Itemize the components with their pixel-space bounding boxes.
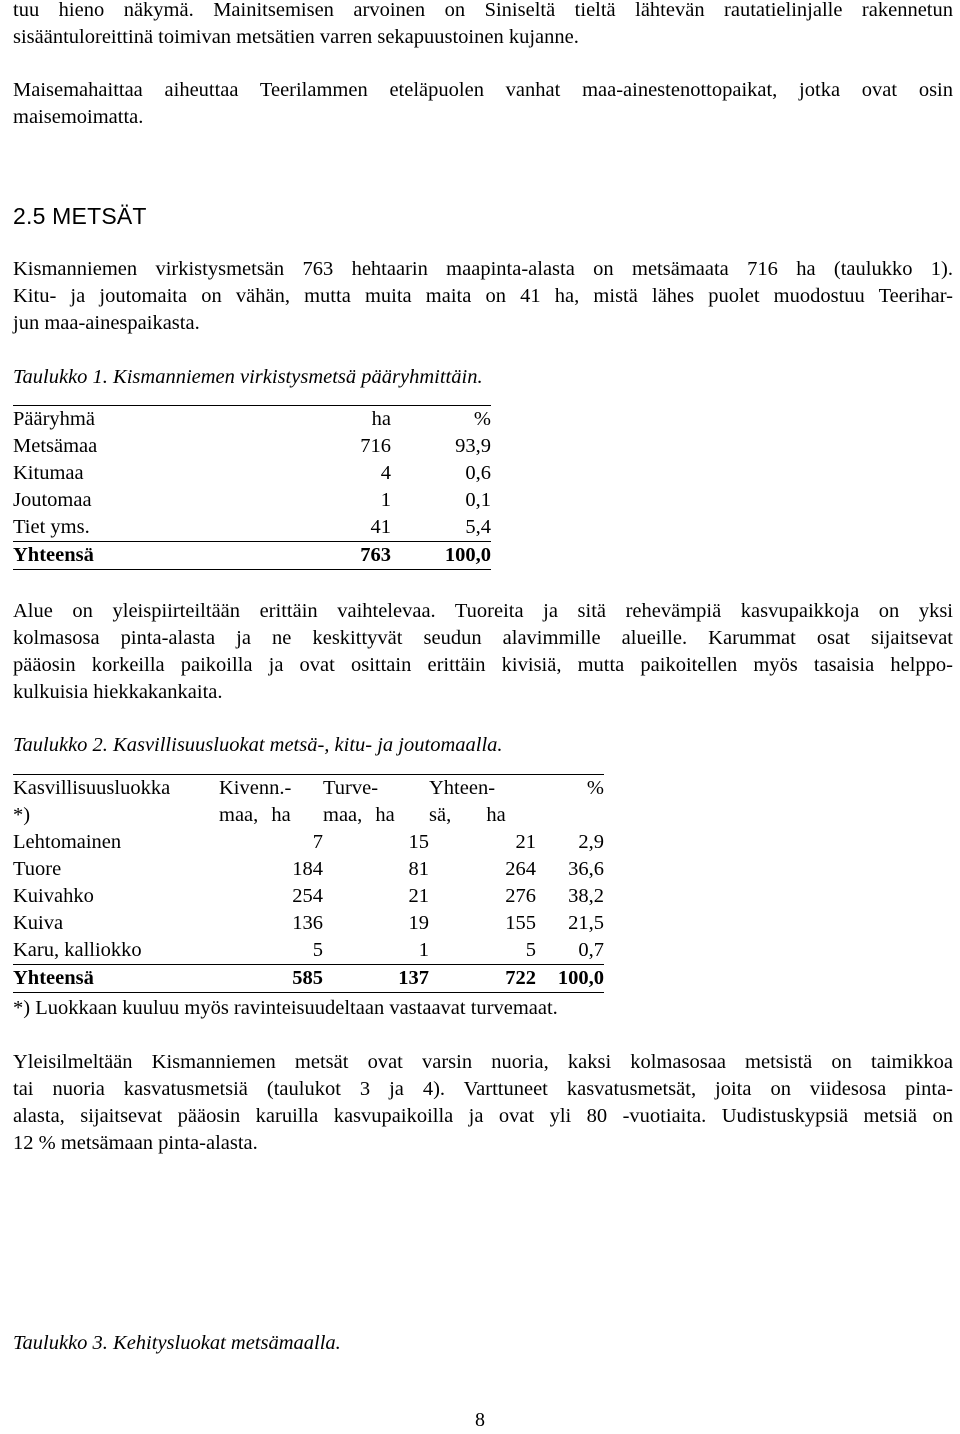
table-header-cell: Turve- — [323, 775, 429, 803]
intro-paragraph — [13, 0, 953, 51]
text-line: sisääntuloreittinä toimivan metsätien varren sekapuustoinen kujanne. — [13, 26, 579, 48]
table-header-cell: % — [536, 775, 604, 803]
text-line: kolmasosa pinta-alasta ja ne keskittyvät seudun alavimmille alueille. Karummat osat sijaitsevat — [13, 627, 953, 649]
table-header-cell: sä, ha — [429, 804, 506, 826]
text-line: Maisemahaittaa aiheuttaa Teerilammen eteläpuolen vanhat maa-ainestenottopaikat, jotka ovat osin — [13, 79, 953, 101]
table-header-cell: Yhteen- — [429, 775, 536, 803]
text-line: 12 % metsämaan pinta-alasta. — [13, 1132, 258, 1154]
table-cell: Yhteensä — [13, 542, 273, 570]
table-header-cell — [536, 802, 604, 829]
table-header-row — [13, 775, 604, 803]
table-cell: 5 — [312, 939, 323, 961]
table-total-row — [13, 965, 604, 993]
text-line: Kismanniemen virkistysmetsän 763 hehtaarin maapinta-alasta on metsämaata 716 ha (taulukko 1). — [13, 258, 953, 280]
table-cell: 155 — [505, 912, 536, 934]
table-cell: Kitumaa — [13, 462, 84, 484]
table2-footnote: *) Luokkaan kuuluu myös ravinteisuudeltaan vastaavat turvemaat. — [13, 997, 558, 1019]
text-line: pääosin korkeilla paikoilla ja ovat osittain erittäin kivisiä, mutta paikoitellen myös tasaisia helppo- — [13, 654, 953, 676]
table-row — [13, 883, 604, 910]
table-cell: 276 — [505, 885, 536, 907]
table-cell: Lehtomainen — [13, 831, 122, 853]
table-cell: 21 — [408, 885, 429, 907]
table-cell: 264 — [505, 858, 536, 880]
paragraph-terrain — [13, 598, 953, 706]
paragraph-forest-area — [13, 256, 953, 337]
table-row — [13, 829, 604, 856]
table-cell: Metsämaa — [13, 435, 98, 457]
text-line: alasta, sijaitsevat pääosin karuilla kasvupaikoilla ja ovat yli 80 -vuotiaita. Uudistuskypsiä metsiä on — [13, 1105, 953, 1127]
table-cell: Tiet yms. — [13, 516, 90, 538]
text-line: Yleisilmeltään Kismanniemen metsät ovat varsin nuoria, kaksi kolmasosaa metsistä on taimikkoa — [13, 1051, 953, 1073]
table-cell: 0,6 — [465, 462, 491, 484]
table-header-cell: maa, ha — [219, 804, 291, 826]
table-cell: 21,5 — [568, 912, 604, 934]
table-total-row — [13, 542, 491, 570]
section-heading: 2.5 METSÄT — [13, 203, 147, 229]
table-cell: Joutomaa — [13, 489, 92, 511]
table-cell: 38,2 — [568, 885, 604, 907]
table-row — [13, 856, 604, 883]
text-line: Kitu- ja joutomaita on vähän, mutta muita maita on 41 ha, mistä lähes puolet muodostuu Teerihar- — [13, 285, 953, 307]
table-cell: Kuivahko — [13, 885, 94, 907]
table-cell: 41 — [370, 516, 391, 538]
table-cell: Karu, kalliokko — [13, 939, 142, 961]
table-cell: 7 — [312, 831, 323, 853]
text-line: tuu hieno näkymä. Mainitsemisen arvoinen on Siniseltä tieltä lähtevän rautatielinjalle rakennetun — [13, 0, 953, 21]
table-row — [13, 514, 491, 542]
table-row — [13, 910, 604, 937]
table-row — [13, 433, 491, 460]
table-cell: 5,4 — [465, 516, 491, 538]
table1 — [13, 405, 491, 570]
text-line: maisemoimatta. — [13, 106, 144, 128]
table-header-cell: % — [391, 406, 491, 434]
text-line: kulkuisia hiekkakankaita. — [13, 681, 223, 703]
table-cell: 5 — [525, 939, 536, 961]
table-header-cell: Kasvillisuusluokka — [13, 775, 219, 803]
table2 — [13, 774, 604, 993]
table-cell: 19 — [408, 912, 429, 934]
table-cell: 100,0 — [391, 542, 491, 570]
table-cell: 184 — [292, 858, 323, 880]
text-line: jun maa-ainespaikasta. — [13, 312, 200, 334]
table3-caption: Taulukko 3. Kehitysluokat metsämaalla. — [13, 1332, 341, 1354]
page-number: 8 — [475, 1409, 485, 1431]
table-cell: Tuore — [13, 858, 62, 880]
table1-caption: Taulukko 1. Kismanniemen virkistysmetsä pääryhmittäin. — [13, 366, 483, 388]
table-cell: 1 — [380, 489, 391, 511]
table-cell: 100,0 — [536, 965, 604, 993]
table-cell: 2,9 — [578, 831, 604, 853]
table-header-row — [13, 802, 604, 829]
table-header-cell: maa, ha — [323, 804, 395, 826]
table-cell: 0,7 — [578, 939, 604, 961]
table-header-cell: Pääryhmä — [13, 406, 273, 434]
text-line: tai nuoria kasvatusmetsiä (taulukot 3 ja 4). Varttuneet kasvatusmetsät, joita on viidesosa pinta- — [13, 1078, 953, 1100]
table-row — [13, 487, 491, 514]
table-row — [13, 460, 491, 487]
table-cell: 722 — [429, 965, 536, 993]
table-cell: 36,6 — [568, 858, 604, 880]
paragraph-forest-age — [13, 1049, 953, 1157]
table-cell: 254 — [292, 885, 323, 907]
table-cell: 136 — [292, 912, 323, 934]
table-cell: 1 — [418, 939, 429, 961]
table-cell: 4 — [380, 462, 391, 484]
table-header-row — [13, 406, 491, 434]
table-header-cell: Kivenn.- — [219, 775, 323, 803]
table-cell: 21 — [515, 831, 536, 853]
table-cell: 585 — [219, 965, 323, 993]
table-cell: 0,1 — [465, 489, 491, 511]
table-cell: 716 — [360, 435, 391, 457]
table-header-cell: *) — [13, 804, 31, 826]
table-cell: 93,9 — [455, 435, 491, 457]
table-cell: 15 — [408, 831, 429, 853]
table-cell: Yhteensä — [13, 965, 219, 993]
table-header-cell: ha — [273, 406, 391, 434]
table-cell: Kuiva — [13, 912, 64, 934]
paragraph-landscape — [13, 77, 953, 131]
table-cell: 137 — [323, 965, 429, 993]
text-line: Alue on yleispiirteiltään erittäin vaihtelevaa. Tuoreita ja sitä rehevämpiä kasvupaikkoja on yksi — [13, 600, 953, 622]
table-cell: 763 — [273, 542, 391, 570]
table2-caption: Taulukko 2. Kasvillisuusluokat metsä-, kitu- ja joutomaalla. — [13, 734, 503, 756]
table-cell: 81 — [408, 858, 429, 880]
table-row — [13, 937, 604, 965]
